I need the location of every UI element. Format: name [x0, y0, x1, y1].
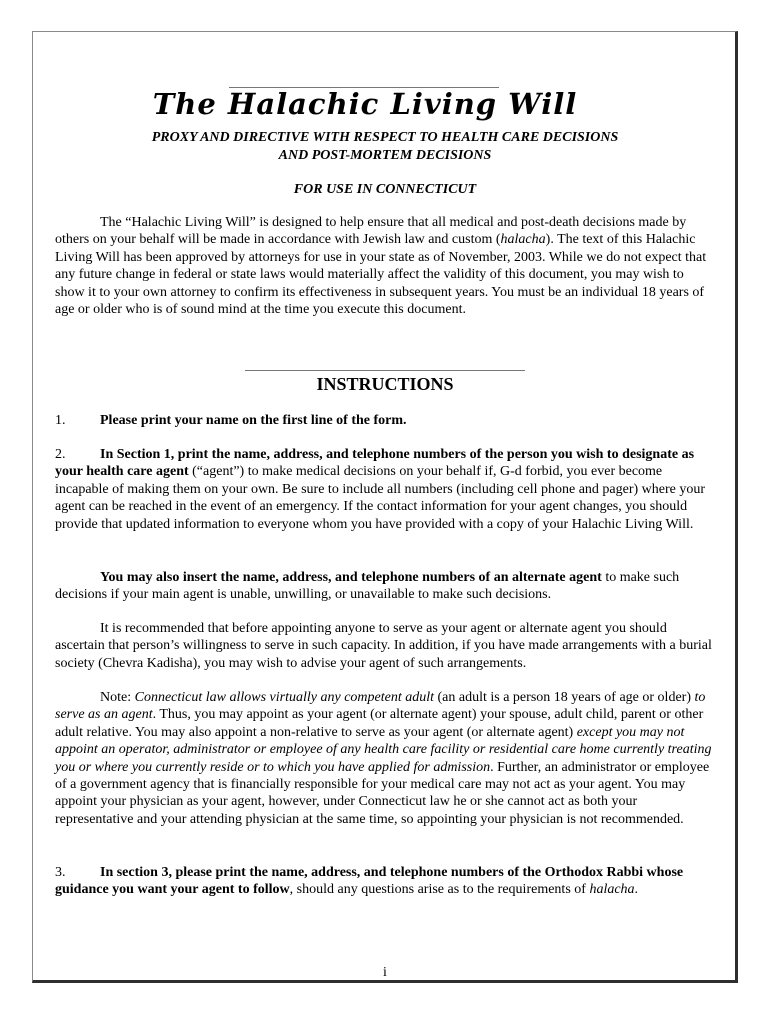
subtitle-line-1: PROXY AND DIRECTIVE WITH RESPECT TO HEALTH CARE DECISIONS [151, 130, 619, 145]
intro-paragraph: The “Halachic Living Will” is designed to help ensure that all medical and post-death decisions made by others on your behalf will be made in accordance with Jewish law and custom (halacha). The text of this Halachic Living Will has been approved by attorneys for use in your state as of November, 2003. While we do not expect that any future change in federal or state laws would materially affect the validity of this document, you may wish to show it to your own attorney to confirm its effectiveness in subsequent years. You must be an individual 18 years of age or older who is of sound mind at the time you execute this document. [55, 215, 707, 318]
alternate-agent-paragraph: You may also insert the name, address, and telephone numbers of an alternate agent to make such decisions if your main agent is unable, unwilling, or unavailable to make such decisions. [55, 570, 680, 603]
subtitle-line-2: AND POST-MORTEM DECISIONS [278, 148, 492, 163]
instructions-heading: INSTRUCTIONS [316, 374, 454, 394]
recommendation-paragraph: It is recommended that before appointing anyone to serve as your agent or alternate agent you should ascertain that person’s willingness to serve in such capacity. In addition, if you have made arrangements with a burial society (Chevra Kadisha), you may wish to advise your agent of such arrangements. [55, 621, 712, 671]
instruction-item-3: 3. In section 3, please print the name, address, and telephone numbers of the Orthodox Rabbi whose guidance you want your agent to follow, should any questions arise as to the requirements of halacha. [55, 865, 684, 898]
instruction-item-1: 1. Please print your name on the first line of the form. [55, 413, 407, 428]
note-paragraph: Note: Connecticut law allows virtually any competent adult (an adult is a person 18 years of age or older) to serve as an agent. Thus, you may appoint as your agent (or alternate agent) your spouse, adult child, parent or other adult relative. You may also appoint a non-relative to serve as your agent (or alternate agent) except you may not appoint an operator, administrator or employee of any health care facility or residential care home currently treating you or where you currently reside or to which you have applied for admission. Further, an administrator or employee of a government agency that is financially responsible for your medical care may not act as your agent. You may appoint your physician as your agent, however, under Connecticut law he or she cannot act as both your representative and your attending physician at the same time, so appointing your physician is not recommended. [55, 690, 712, 827]
instruction-item-2: 2. In Section 1, print the name, address, and telephone numbers of the person you wish to designate as your health care agent (“agent”) to make medical decisions on your behalf if, G-d forbid, you ever become incapable of making them on your own. Be sure to include all numbers (including cell phone and pager) where your agent can be reached in the event of an emergency. If the contact information for your agent changes, you should provide that updated information to everyone whom you have provided with a copy of your Halachic Living Will. [55, 447, 706, 532]
instructions-rule [245, 370, 525, 371]
page-number: i [383, 965, 387, 980]
document-title: The Halachic Living Will [152, 87, 578, 121]
state-line: FOR USE IN CONNECTICUT [293, 182, 477, 197]
